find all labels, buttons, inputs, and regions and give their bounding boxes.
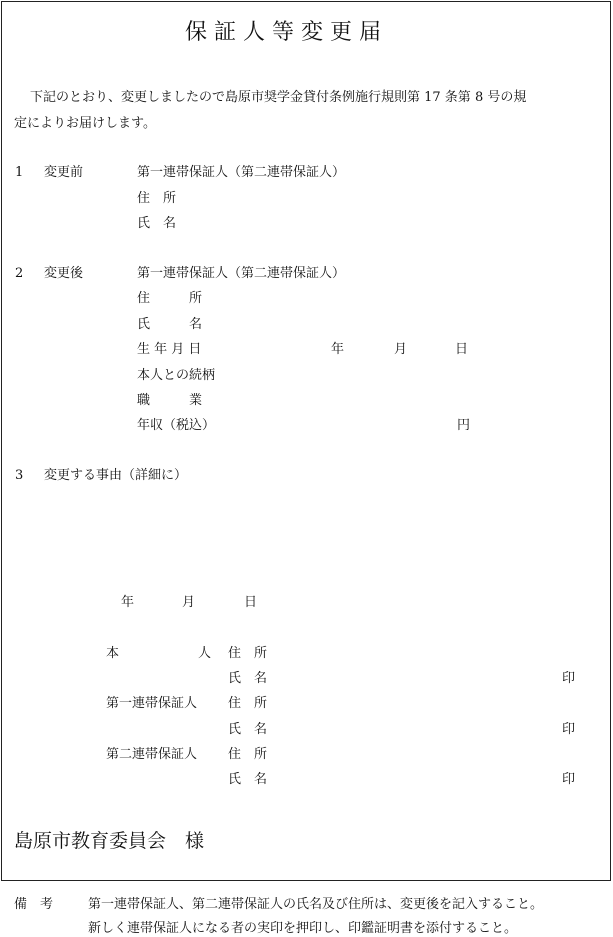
after-name-label: 氏 名 <box>137 317 203 332</box>
intro-line-2: 定によりお届けします。 <box>14 116 156 131</box>
after-dob-year: 年 <box>331 342 345 357</box>
submit-date-day: 日 <box>244 595 258 610</box>
second-guarantor-address-label: 住 所 <box>228 747 268 762</box>
self-label-a: 本 <box>106 646 120 661</box>
intro-line-1: 下記のとおり、変更しましたので島原市奨学金貸付条例施行規則第 17 条第 8 号の規 <box>30 90 527 105</box>
notes-line-2: 新しく連帯保証人になる者の実印を押印し、印鑑証明書を添付すること。 <box>88 921 518 936</box>
self-address-label: 住 所 <box>228 646 268 661</box>
before-guarantor-label: 第一連帯保証人（第二連帯保証人） <box>137 165 346 180</box>
form-border <box>1 1 611 881</box>
form-title: 保証人等変更届 <box>185 20 389 45</box>
after-income-unit: 円 <box>457 418 471 433</box>
section-2-heading: 変更後 <box>44 266 84 281</box>
after-guarantor-label: 第一連帯保証人（第二連帯保証人） <box>137 266 346 281</box>
section-1-heading: 変更前 <box>44 165 84 180</box>
notes-line-1: 第一連帯保証人、第二連帯保証人の氏名及び住所は、変更後を記入すること。 <box>88 897 544 912</box>
submit-date-year: 年 <box>121 595 135 610</box>
after-dob-label: 生 年 月 日 <box>137 342 202 357</box>
before-name-label: 氏 名 <box>137 216 177 231</box>
self-seal-mark: 印 <box>562 671 576 686</box>
second-guarantor-seal-mark: 印 <box>562 772 576 787</box>
section-3-number: 3 <box>15 468 24 483</box>
first-guarantor-label: 第一連帯保証人 <box>106 696 198 711</box>
section-2-number: 2 <box>15 266 24 281</box>
section-3-heading: 変更する事由（詳細に） <box>44 468 188 483</box>
self-name-label: 氏 名 <box>228 671 268 686</box>
second-guarantor-label: 第二連帯保証人 <box>106 747 198 762</box>
after-dob-day: 日 <box>455 342 469 357</box>
after-income-label: 年収（税込） <box>137 418 216 433</box>
second-guarantor-name-label: 氏 名 <box>228 772 268 787</box>
submit-date-month: 月 <box>182 595 196 610</box>
after-dob-month: 月 <box>394 342 408 357</box>
first-guarantor-name-label: 氏 名 <box>228 722 268 737</box>
after-address-label: 住 所 <box>137 291 203 306</box>
after-relation-label: 本人との続柄 <box>137 368 216 383</box>
section-1-number: 1 <box>15 165 24 180</box>
notes-label: 備 考 <box>14 897 54 912</box>
after-occupation-label: 職 業 <box>137 393 203 408</box>
first-guarantor-address-label: 住 所 <box>228 696 268 711</box>
self-label-b: 人 <box>198 646 212 661</box>
addressee: 島原市教育委員会 様 <box>14 830 205 852</box>
before-address-label: 住 所 <box>137 191 177 206</box>
first-guarantor-seal-mark: 印 <box>562 722 576 737</box>
